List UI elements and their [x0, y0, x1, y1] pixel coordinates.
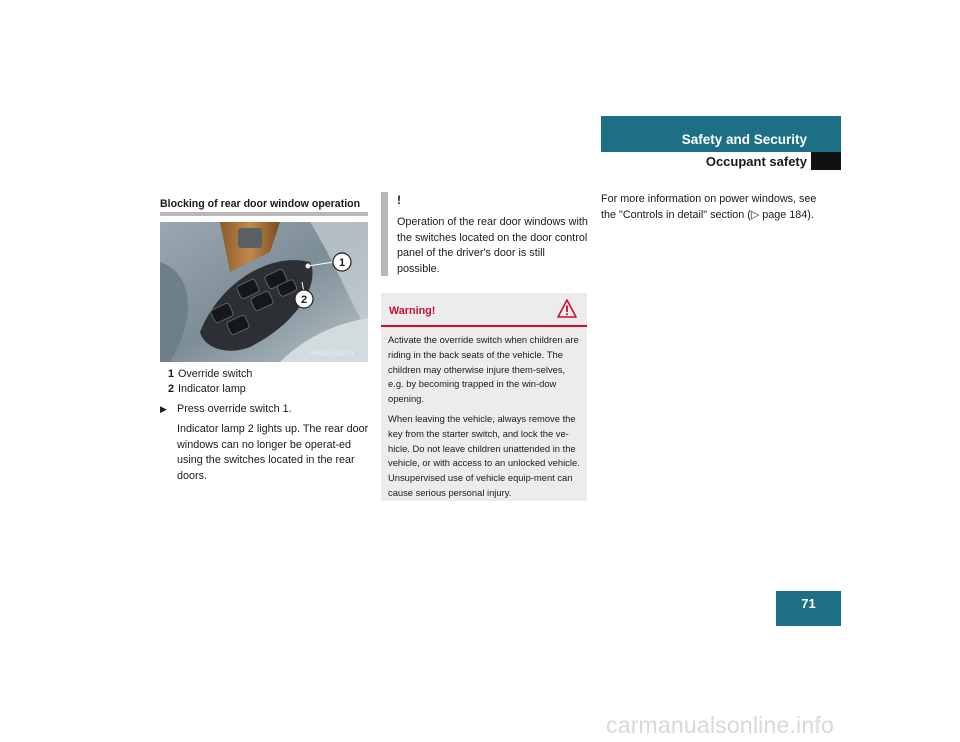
step-arrow-icon: ▶ — [160, 404, 167, 414]
cross-reference-text: For more information on power windows, see the "Controls in detail" section (▷ page 184). — [601, 193, 817, 221]
section-title: Safety and Security — [681, 132, 807, 147]
door-switch-photo — [160, 222, 368, 362]
subsection-title: Occupant safety — [705, 154, 807, 169]
warning-title: Warning! — [389, 305, 436, 317]
note-box — [397, 193, 589, 278]
callout-2: 2 — [300, 294, 308, 306]
warning-paragraph: Activate the override switch when children are riding in the back seats of the vehicle. The children may otherwise injure them-selves, e.g. by becoming trapped in the win-dow opening. — [388, 334, 579, 405]
warning-body — [388, 333, 583, 506]
warning-paragraph: When leaving the vehicle, always remove the key from the starter switch, and lock the ve-hicle. Do not leave children unattended in the vehicle, or with access to an unlocked vehicle. Unsupervised use of vehicle equip-ment can cause serious personal injury. — [388, 412, 580, 498]
note-text: Operation of the rear door windows with the switches located on the door control panel of the driver's door is still possible. — [397, 215, 588, 276]
callout-1: 1 — [338, 257, 346, 269]
step-text: Press override switch 1. — [177, 403, 292, 415]
legend-list — [168, 367, 252, 397]
subsection-marker — [811, 152, 841, 170]
instruction-step — [160, 402, 365, 418]
section-header — [601, 116, 841, 152]
step-result: Indicator lamp 2 lights up. The rear door windows can no longer be operat-ed using the switches located in the rear doors. — [177, 423, 369, 482]
warning-box — [381, 293, 587, 501]
note-bar — [381, 192, 388, 276]
page-number: 71 — [776, 591, 841, 626]
section-heading: Blocking of rear door window operation — [160, 198, 361, 210]
photo-code: P54.25-2827-31 — [311, 351, 355, 357]
note-marker: ! — [397, 193, 401, 207]
legend-item: 1 Override switch — [168, 368, 253, 380]
legend-item: 2 Indicator lamp — [168, 383, 246, 395]
door-panel-illustration — [160, 222, 368, 362]
warning-header — [381, 293, 587, 327]
watermark: carmanualsonline.info — [606, 712, 834, 738]
warning-triangle-icon — [557, 299, 577, 318]
heading-rule — [160, 212, 368, 216]
